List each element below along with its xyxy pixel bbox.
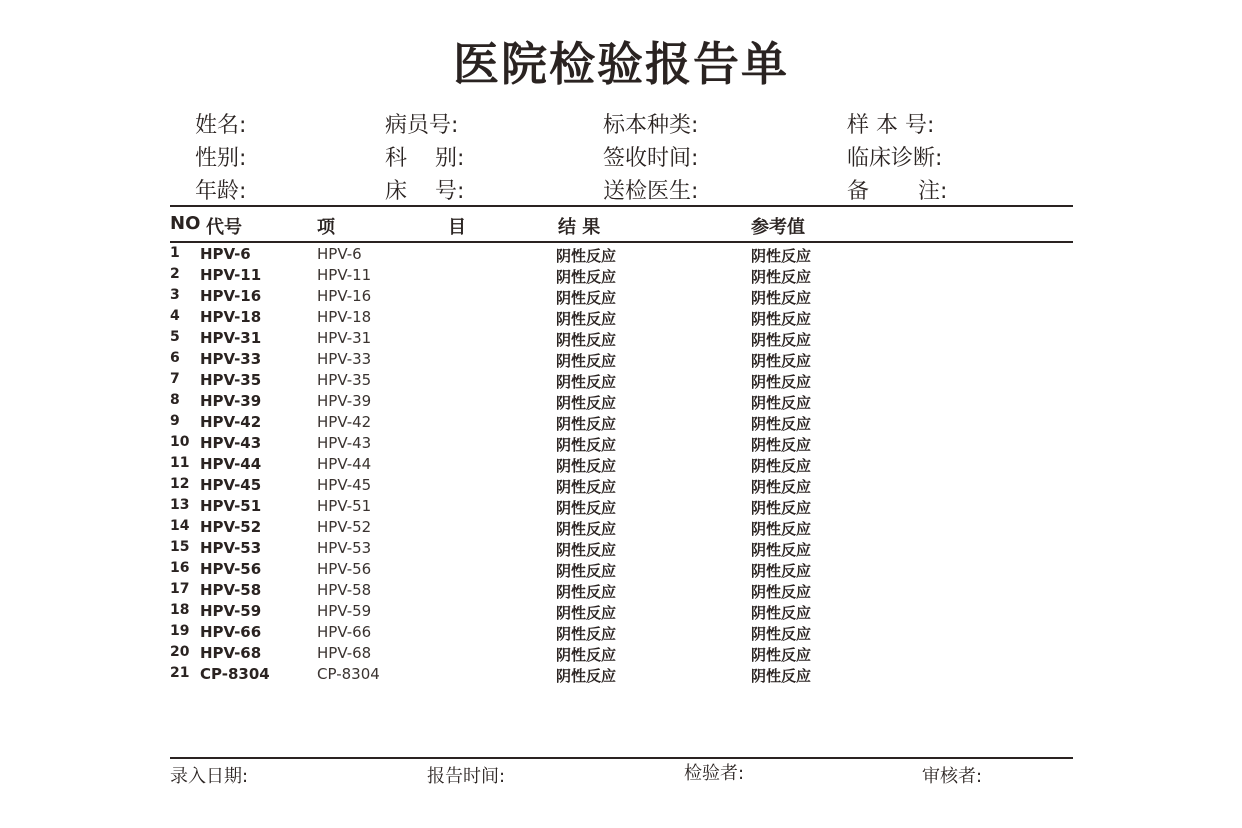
row-no: 19 xyxy=(170,623,190,639)
row-result: 阴性反应 xyxy=(556,541,617,559)
row-no: 16 xyxy=(170,560,190,576)
table-row xyxy=(0,369,1242,390)
row-no: 15 xyxy=(170,539,190,555)
row-item: HPV-52 xyxy=(317,518,372,536)
row-reference: 阴性反应 xyxy=(751,478,812,496)
row-item: HPV-11 xyxy=(317,266,372,284)
report-time-label: 报告时间: xyxy=(427,766,506,787)
table-row xyxy=(0,642,1242,663)
row-no: 13 xyxy=(170,497,190,513)
row-item: HPV-53 xyxy=(317,539,372,557)
row-result: 阴性反应 xyxy=(556,604,617,622)
table-row xyxy=(0,558,1242,579)
row-result: 阴性反应 xyxy=(556,289,617,307)
row-code: HPV-68 xyxy=(200,644,262,662)
row-code: HPV-43 xyxy=(200,434,262,452)
row-reference: 阴性反应 xyxy=(751,415,812,433)
diagnosis-label: 临床诊断: xyxy=(847,146,943,171)
row-item: HPV-39 xyxy=(317,392,372,410)
row-code: HPV-58 xyxy=(200,581,262,599)
age-label: 年龄: xyxy=(195,179,247,204)
row-no: 4 xyxy=(170,308,180,324)
row-result: 阴性反应 xyxy=(556,457,617,475)
table-top-rule xyxy=(170,205,1073,207)
row-result: 阴性反应 xyxy=(556,667,617,685)
table-row xyxy=(0,348,1242,369)
inspector-label: 检验者: xyxy=(684,763,745,784)
row-reference: 阴性反应 xyxy=(751,604,812,622)
row-item: HPV-59 xyxy=(317,602,372,620)
table-row xyxy=(0,327,1242,348)
row-reference: 阴性反应 xyxy=(751,499,812,517)
row-item: HPV-51 xyxy=(317,497,372,515)
row-result: 阴性反应 xyxy=(556,499,617,517)
footer-rule xyxy=(170,757,1073,759)
row-reference: 阴性反应 xyxy=(751,541,812,559)
row-result: 阴性反应 xyxy=(556,394,617,412)
row-no: 10 xyxy=(170,434,190,450)
doctor-label: 送检医生: xyxy=(603,179,699,204)
row-item: HPV-66 xyxy=(317,623,372,641)
row-result: 阴性反应 xyxy=(556,625,617,643)
row-no: 17 xyxy=(170,581,190,597)
row-item: HPV-43 xyxy=(317,434,372,452)
row-code: HPV-44 xyxy=(200,455,262,473)
row-reference: 阴性反应 xyxy=(751,562,812,580)
table-row xyxy=(0,453,1242,474)
row-reference: 阴性反应 xyxy=(751,583,812,601)
header-code: 代号 xyxy=(206,217,242,238)
specimen-type-label: 标本种类: xyxy=(603,113,699,138)
row-no: 6 xyxy=(170,350,180,366)
row-code: HPV-51 xyxy=(200,497,262,515)
bed-label: 床 号: xyxy=(385,179,465,204)
row-code: HPV-18 xyxy=(200,308,262,326)
row-item: HPV-68 xyxy=(317,644,372,662)
row-reference: 阴性反应 xyxy=(751,625,812,643)
table-row xyxy=(0,663,1242,684)
row-code: HPV-45 xyxy=(200,476,262,494)
row-code: HPV-56 xyxy=(200,560,262,578)
row-code: HPV-11 xyxy=(200,266,262,284)
row-result: 阴性反应 xyxy=(556,352,617,370)
row-reference: 阴性反应 xyxy=(751,520,812,538)
row-item: CP-8304 xyxy=(317,665,380,683)
row-reference: 阴性反应 xyxy=(751,436,812,454)
table-row xyxy=(0,285,1242,306)
row-reference: 阴性反应 xyxy=(751,310,812,328)
row-item: HPV-16 xyxy=(317,287,372,305)
header-reference: 参考值 xyxy=(751,217,805,238)
table-row xyxy=(0,621,1242,642)
row-code: HPV-42 xyxy=(200,413,262,431)
entry-date-label: 录入日期: xyxy=(170,766,249,787)
report-title: 医院检验报告单 xyxy=(453,37,789,91)
received-time-label: 签收时间: xyxy=(603,146,699,171)
row-code: HPV-33 xyxy=(200,350,262,368)
row-reference: 阴性反应 xyxy=(751,289,812,307)
remarks-label: 备 注: xyxy=(847,179,948,204)
row-no: 7 xyxy=(170,371,180,387)
row-item: HPV-18 xyxy=(317,308,372,326)
table-row xyxy=(0,390,1242,411)
row-no: 14 xyxy=(170,518,190,534)
table-row xyxy=(0,306,1242,327)
row-code: HPV-59 xyxy=(200,602,262,620)
table-row xyxy=(0,537,1242,558)
row-result: 阴性反应 xyxy=(556,436,617,454)
row-result: 阴性反应 xyxy=(556,562,617,580)
row-no: 1 xyxy=(170,245,180,261)
row-reference: 阴性反应 xyxy=(751,646,812,664)
row-no: 21 xyxy=(170,665,190,681)
row-no: 5 xyxy=(170,329,180,345)
patient-id-label: 病员号: xyxy=(385,113,459,138)
row-code: CP-8304 xyxy=(200,665,270,683)
row-code: HPV-35 xyxy=(200,371,262,389)
row-reference: 阴性反应 xyxy=(751,394,812,412)
reviewer-label: 审核者: xyxy=(922,766,983,787)
table-row xyxy=(0,495,1242,516)
row-code: HPV-39 xyxy=(200,392,262,410)
row-no: 9 xyxy=(170,413,180,429)
row-item: HPV-6 xyxy=(317,245,362,263)
name-label: 姓名: xyxy=(195,113,247,138)
row-no: 2 xyxy=(170,266,180,282)
row-code: HPV-31 xyxy=(200,329,262,347)
row-no: 3 xyxy=(170,287,180,303)
sample-no-label: 样 本 号: xyxy=(847,113,935,138)
header-result: 结 果 xyxy=(558,217,601,238)
row-no: 8 xyxy=(170,392,180,408)
table-row xyxy=(0,264,1242,285)
header-item-a: 项 xyxy=(317,217,335,238)
row-item: HPV-58 xyxy=(317,581,372,599)
row-reference: 阴性反应 xyxy=(751,457,812,475)
table-row xyxy=(0,579,1242,600)
row-no: 12 xyxy=(170,476,190,492)
row-result: 阴性反应 xyxy=(556,247,617,265)
row-item: HPV-42 xyxy=(317,413,372,431)
row-result: 阴性反应 xyxy=(556,415,617,433)
table-row xyxy=(0,432,1242,453)
row-code: HPV-16 xyxy=(200,287,262,305)
row-no: 20 xyxy=(170,644,190,660)
table-row xyxy=(0,600,1242,621)
row-item: HPV-45 xyxy=(317,476,372,494)
row-no: 18 xyxy=(170,602,190,618)
table-row xyxy=(0,243,1242,264)
row-item: HPV-33 xyxy=(317,350,372,368)
table-row xyxy=(0,411,1242,432)
header-no: NO xyxy=(170,213,201,234)
row-result: 阴性反应 xyxy=(556,310,617,328)
row-result: 阴性反应 xyxy=(556,583,617,601)
gender-label: 性别: xyxy=(195,146,247,171)
row-reference: 阴性反应 xyxy=(751,268,812,286)
row-code: HPV-52 xyxy=(200,518,262,536)
row-no: 11 xyxy=(170,455,190,471)
row-reference: 阴性反应 xyxy=(751,331,812,349)
row-reference: 阴性反应 xyxy=(751,352,812,370)
table-row xyxy=(0,516,1242,537)
row-code: HPV-6 xyxy=(200,245,251,263)
row-item: HPV-35 xyxy=(317,371,372,389)
row-result: 阴性反应 xyxy=(556,520,617,538)
row-reference: 阴性反应 xyxy=(751,667,812,685)
row-result: 阴性反应 xyxy=(556,478,617,496)
row-item: HPV-31 xyxy=(317,329,372,347)
result-rows xyxy=(0,243,1242,684)
table-row xyxy=(0,474,1242,495)
row-reference: 阴性反应 xyxy=(751,247,812,265)
department-label: 科 别: xyxy=(385,146,465,171)
row-result: 阴性反应 xyxy=(556,331,617,349)
row-item: HPV-44 xyxy=(317,455,372,473)
row-result: 阴性反应 xyxy=(556,373,617,391)
row-reference: 阴性反应 xyxy=(751,373,812,391)
header-item-b: 目 xyxy=(448,217,466,238)
row-code: HPV-66 xyxy=(200,623,262,641)
row-result: 阴性反应 xyxy=(556,646,617,664)
row-code: HPV-53 xyxy=(200,539,262,557)
row-result: 阴性反应 xyxy=(556,268,617,286)
row-item: HPV-56 xyxy=(317,560,372,578)
